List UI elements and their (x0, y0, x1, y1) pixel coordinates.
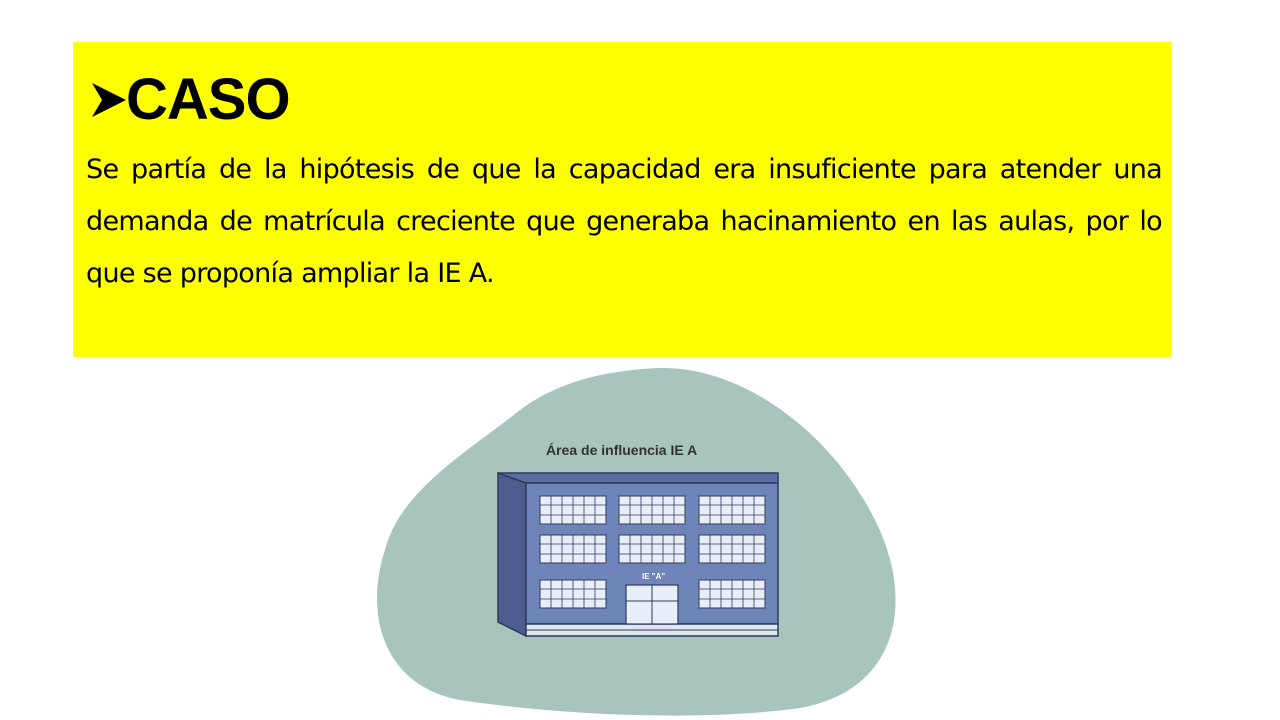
case-description: Se partía de la hipótesis de que la capacidad era insuficiente para atender una demanda de matrícula creciente que generaba hacinamiento en las aulas, por lo que se proponía ampliar la IE A. (86, 154, 1162, 289)
school-building (498, 473, 778, 636)
arrowhead-bullet-icon (88, 79, 130, 121)
case-box (73, 42, 1172, 357)
entrance-doors (626, 585, 678, 624)
school-label: IE "A" (642, 572, 666, 581)
area-label: Área de influencia IE A (546, 442, 698, 458)
case-title: CASO (126, 67, 290, 132)
influence-area-illustration (360, 360, 920, 720)
case-heading (88, 62, 1162, 138)
